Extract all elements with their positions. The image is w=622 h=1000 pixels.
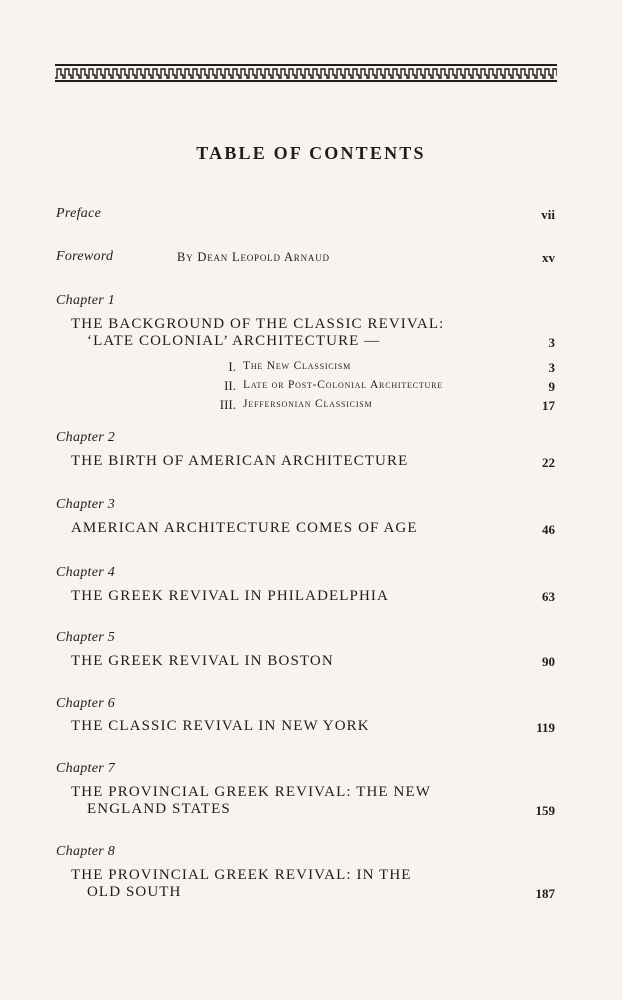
chapter-title-line: THE BIRTH OF AMERICAN ARCHITECTURE (71, 453, 409, 469)
chapter-page: 22 (542, 455, 555, 470)
section-number: I. (228, 359, 236, 374)
section-page: 17 (542, 398, 555, 413)
section-title: The New Classicism (243, 360, 352, 372)
chapter-title-line: THE BACKGROUND OF THE CLASSIC REVIVAL: (71, 316, 445, 332)
section-number: III. (219, 397, 236, 412)
chapter-title-line: THE GREEK REVIVAL IN BOSTON (71, 653, 334, 669)
chapter-page: 90 (542, 654, 555, 669)
section-title: Late or Post-Colonial Architecture (243, 379, 443, 391)
chapter-page: 46 (542, 522, 555, 537)
preface-page: vii (541, 207, 555, 222)
chapter-title-line: THE CLASSIC REVIVAL IN NEW YORK (71, 718, 370, 734)
chapter-label: Chapter 8 (56, 844, 116, 859)
foreword-author: By Dean Leopold Arnaud (177, 250, 330, 264)
chapter-page: 159 (535, 803, 555, 818)
chapter-page: 187 (535, 886, 555, 901)
page-title: TABLE OF CONTENTS (196, 143, 426, 163)
chapter-title-line: AMERICAN ARCHITECTURE COMES OF AGE (71, 520, 418, 536)
chapter-label: Chapter 4 (56, 565, 116, 580)
chapter-label: Chapter 2 (56, 430, 116, 445)
chapter-label: Chapter 7 (56, 761, 116, 776)
chapter-label: Chapter 6 (56, 696, 116, 711)
section-page: 3 (548, 360, 555, 375)
section-number: II. (224, 378, 236, 393)
preface-label: Preface (56, 206, 102, 221)
chapter-title-line: OLD SOUTH (87, 884, 182, 900)
chapter-label: Chapter 5 (56, 630, 116, 645)
chapter-page: 63 (542, 589, 555, 604)
chapter-label: Chapter 1 (56, 293, 116, 308)
greek-key-border (55, 64, 557, 82)
chapter-page: 3 (548, 335, 555, 350)
chapter-page: 119 (536, 720, 555, 735)
chapter-title-line: THE GREEK REVIVAL IN PHILADELPHIA (71, 588, 389, 604)
chapter-title-line: ENGLAND STATES (87, 801, 231, 817)
section-page: 9 (548, 379, 555, 394)
foreword-label: Foreword (56, 249, 114, 264)
chapter-label: Chapter 3 (56, 497, 116, 512)
foreword-page: xv (542, 250, 555, 265)
chapter-title-line: THE PROVINCIAL GREEK REVIVAL: THE NEW (71, 784, 431, 800)
section-title: Jeffersonian Classicism (243, 398, 373, 410)
chapter-title-line: ‘LATE COLONIAL’ ARCHITECTURE — (87, 333, 381, 349)
chapter-title-line: THE PROVINCIAL GREEK REVIVAL: IN THE (71, 867, 412, 883)
